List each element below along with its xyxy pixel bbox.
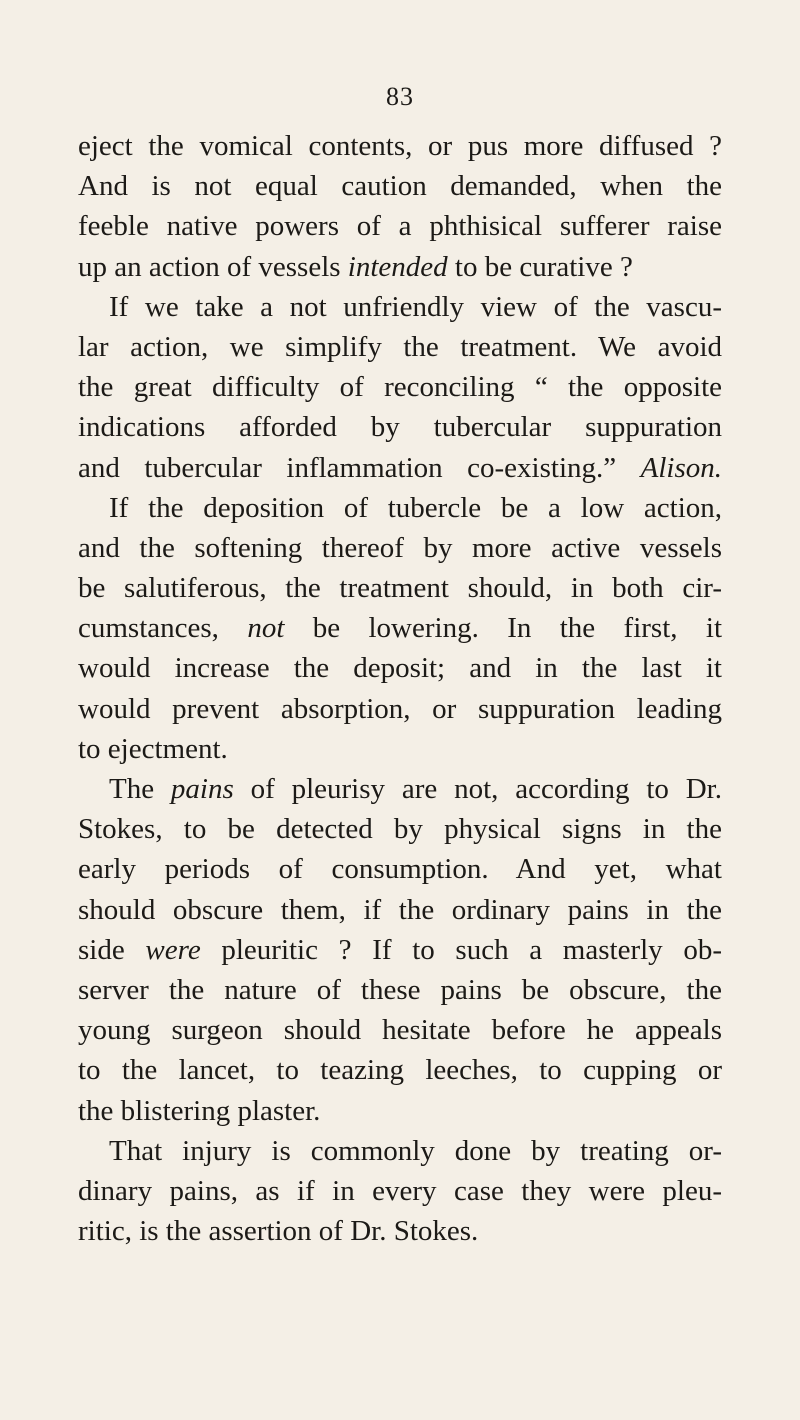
italic-text: pains: [170, 773, 234, 805]
text-segment: young surgeon should hesitate before he appeals: [78, 1014, 722, 1047]
text-line: [78, 890, 722, 930]
text-segment: cumstances,: [78, 612, 248, 645]
text-line: [78, 166, 722, 206]
text-segment: dinary pains, as if in every case they were pleu-: [78, 1174, 722, 1207]
text-line: [78, 1211, 722, 1251]
text-line: [78, 287, 722, 327]
text-segment: early periods of consumption. And yet, what: [78, 853, 722, 886]
text-segment: be salutiferous, the treatment should, in both cir-: [78, 572, 722, 605]
text-line: [78, 247, 722, 287]
text-segment: If we take a not unfriendly view of the vascu-: [109, 290, 722, 323]
text-segment: the blistering plaster.: [78, 1094, 321, 1127]
text-line: [78, 769, 722, 809]
text-segment: of pleurisy are not, according to Dr.: [233, 773, 722, 805]
text-segment: feeble native powers of a phthisical sufferer raise: [78, 210, 722, 243]
text-segment: to the lancet, to teazing leeches, to cupping or: [78, 1054, 722, 1087]
text-line: [78, 1131, 722, 1171]
text-line: [78, 488, 722, 528]
text-line: [78, 930, 722, 970]
text-line: [78, 1091, 722, 1131]
text-segment: lar action, we simplify the treatment. We avoid: [78, 330, 722, 363]
text-line: [78, 809, 722, 849]
text-segment: And is not equal caution demanded, when the: [78, 170, 722, 203]
text-segment: eject the vomical contents, or pus more diffused ?: [78, 130, 722, 162]
text-line: [78, 1171, 722, 1211]
text-line: [78, 970, 722, 1010]
text-line: [78, 689, 722, 729]
text-segment: server the nature of these pains be obscure, the: [78, 973, 722, 1006]
text-line: [78, 1050, 722, 1090]
text-line: [78, 608, 722, 648]
italic-text: not: [247, 612, 285, 645]
text-segment: and the softening thereof by more active vessels: [78, 531, 722, 564]
text-line: [78, 568, 722, 608]
text-line: [78, 126, 722, 166]
page-number: 83: [386, 82, 414, 111]
italic-text: Alison.: [640, 451, 722, 484]
text-line: [78, 528, 722, 568]
text-segment: That injury is commonly done by treating or-: [109, 1134, 722, 1167]
text-segment: would increase the deposit; and in the last it: [78, 652, 722, 685]
text-line: [78, 407, 722, 447]
text-segment: be lowering. In the first, it: [284, 612, 723, 645]
text-segment: side: [78, 933, 146, 966]
text-line: [78, 327, 722, 367]
text-segment: and tubercular inflammation co-existing.”: [78, 451, 641, 484]
text-segment: the great difficulty of reconciling “ the opposite: [78, 371, 722, 404]
text-line: [78, 206, 722, 246]
text-line: [78, 367, 722, 407]
text-segment: Stokes, to be detected by physical signs in the: [78, 813, 722, 846]
text-segment: to ejectment.: [78, 732, 228, 765]
text-line: [78, 648, 722, 688]
text-segment: The: [109, 773, 171, 805]
text-line: [78, 849, 722, 889]
text-segment: up an action of vessels: [78, 250, 348, 283]
text-line: [78, 1010, 722, 1050]
body-text: [78, 126, 722, 1251]
text-segment: If the deposition of tubercle be a low action,: [109, 491, 722, 524]
italic-text: intended: [347, 250, 448, 283]
italic-text: were: [145, 933, 201, 966]
text-segment: ritic, is the assertion of Dr. Stokes.: [78, 1215, 479, 1248]
text-line: [78, 729, 722, 769]
text-segment: to be curative ?: [447, 250, 633, 283]
text-segment: pleuritic ? If to such a masterly ob-: [200, 933, 722, 966]
text-line: [78, 448, 722, 488]
text-segment: would prevent absorption, or suppuration leading: [78, 692, 722, 725]
text-segment: indications afforded by tubercular suppuration: [78, 411, 722, 444]
text-segment: should obscure them, if the ordinary pains in the: [78, 893, 722, 926]
